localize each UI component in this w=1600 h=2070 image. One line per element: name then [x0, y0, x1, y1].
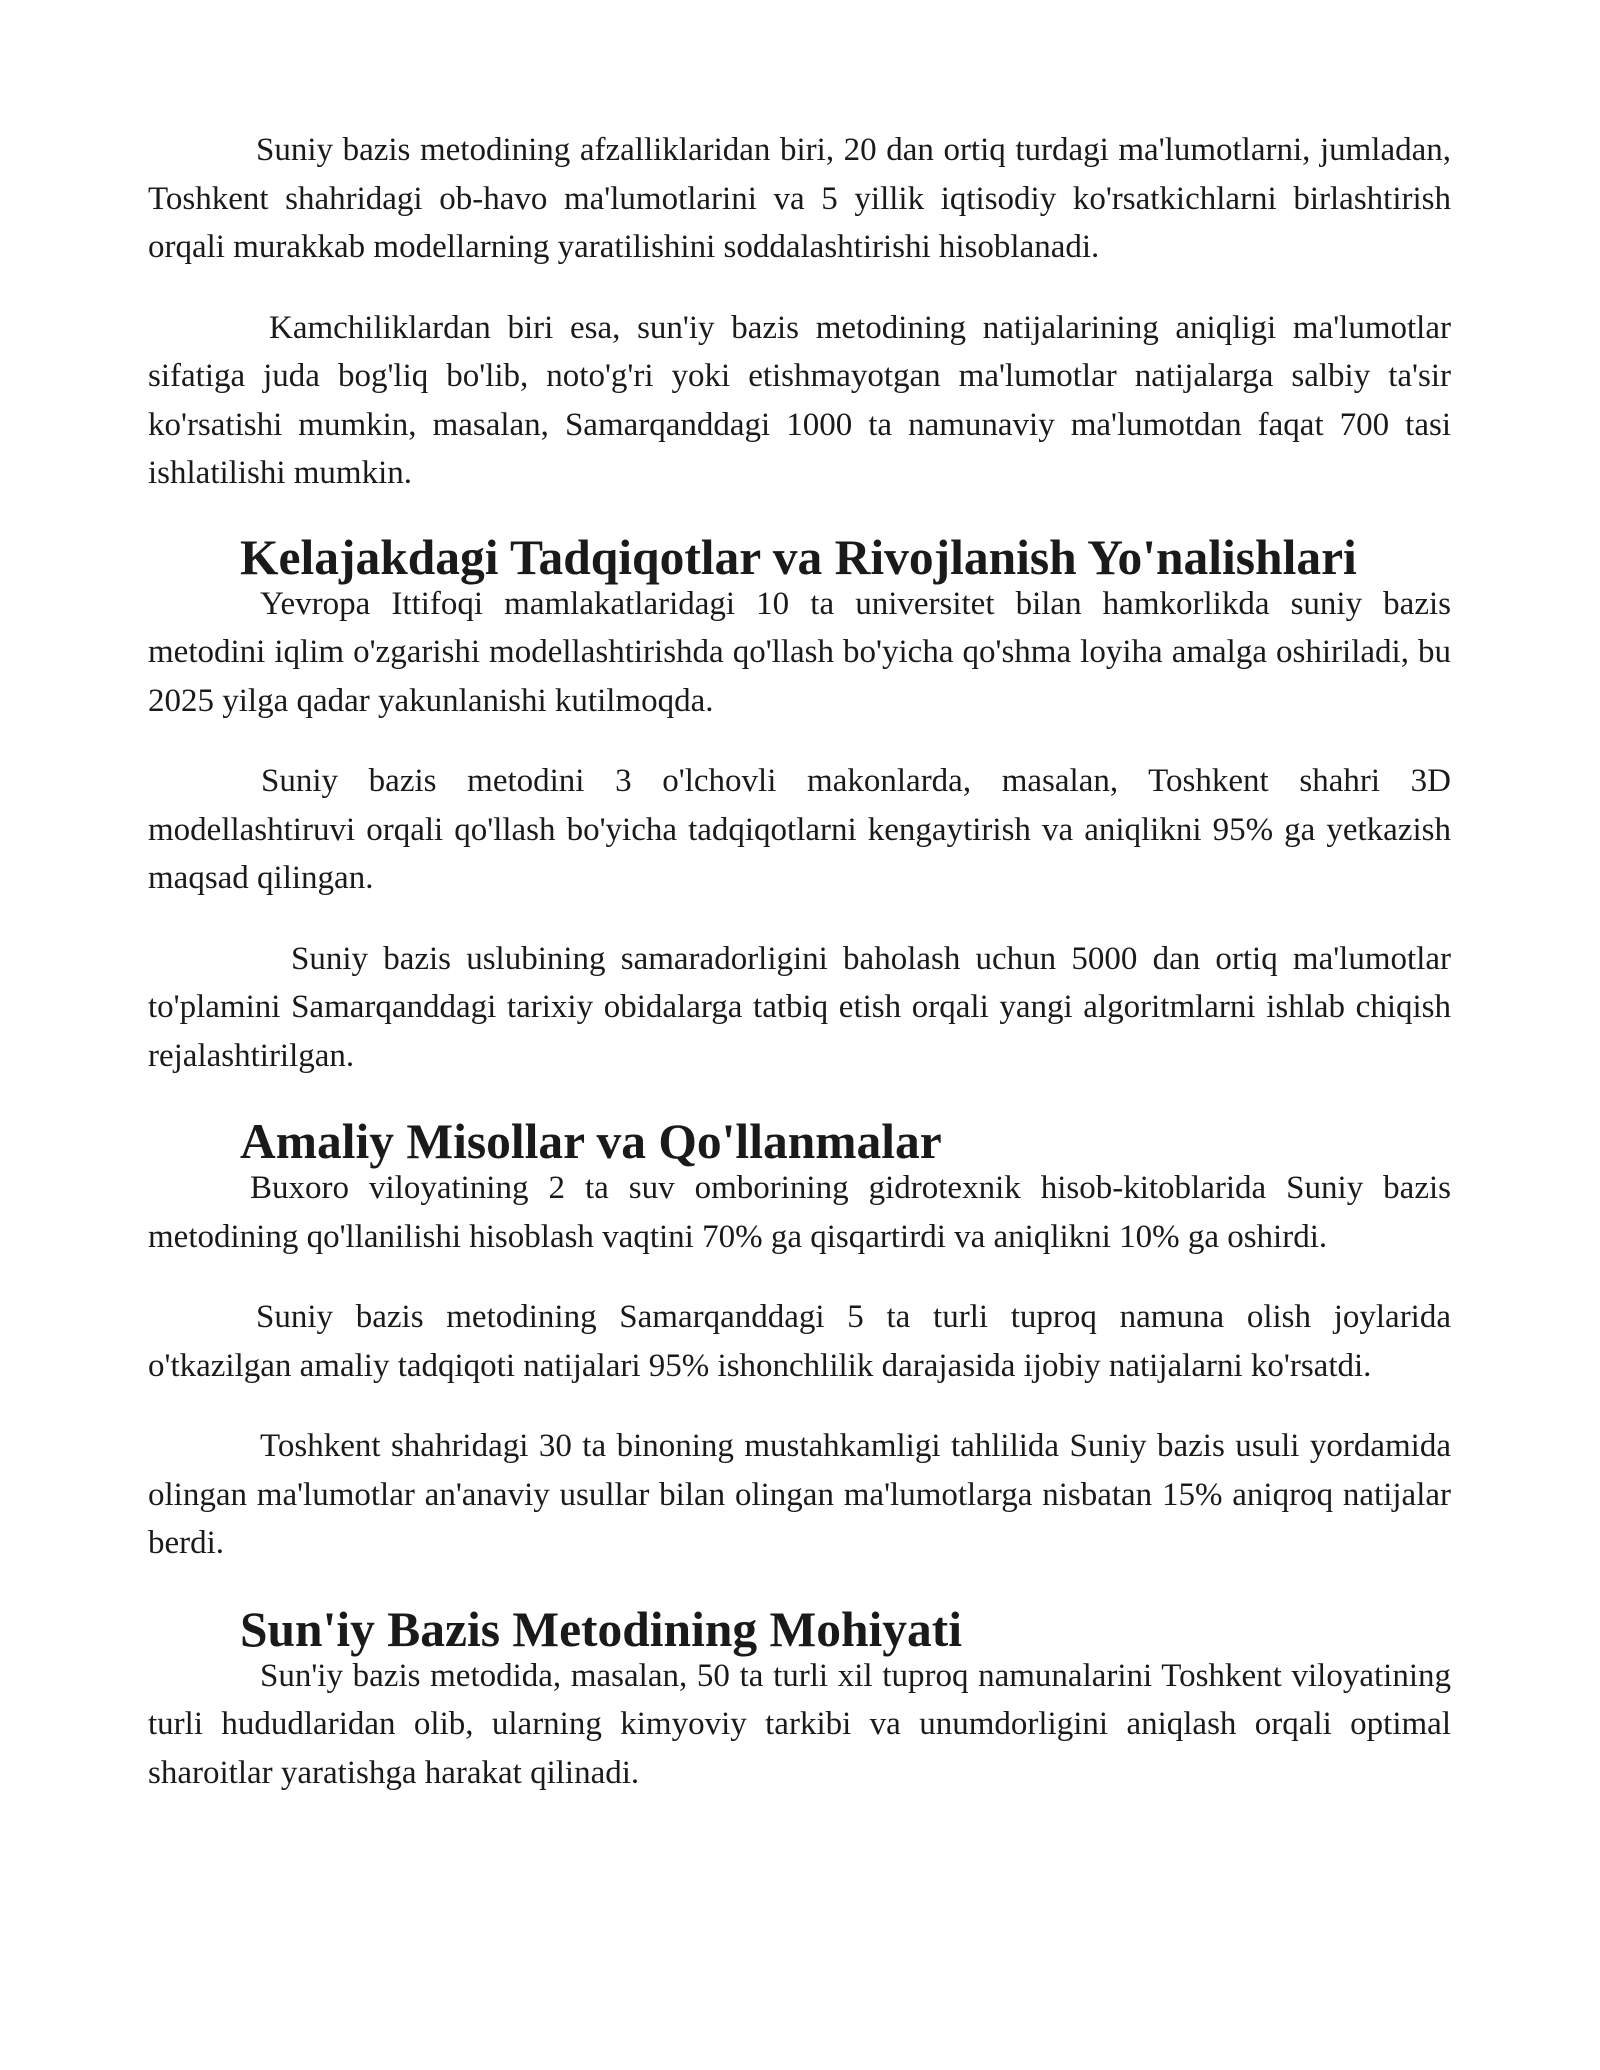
- section-heading-practical-examples: Amaliy Misollar va Qo'llanmalar: [240, 1114, 942, 1169]
- paragraph-disadvantages: Kamchiliklardan biri esa, sun'iy bazis metodining natijalarining aniqligi ma'lumotlar sifatiga juda bog'liq bo'lib, noto'g'ri yoki etishmayotgan ma'lumotlar natijalarga salbiy ta'sir ko'rsatishi mumkin, masalan, Samarqanddagi 1000 ta namunaviy ma'lumotdan faqat 700 tasi ishlatilishi mumkin.: [148, 309, 1451, 491]
- document-body: [148, 126, 1451, 1797]
- paragraph-bukhara-reservoirs: Buxoro viloyatining 2 ta suv omborining gidrotexnik hisob-kitoblarida Suniy bazis metodining qo'llanilishi hisoblash vaqtini 70% ga qisqartirdi va aniqlikni 10% ga oshirdi.: [148, 1170, 1451, 1255]
- section-heading-method-essence: Sun'iy Bazis Metodining Mohiyati: [240, 1601, 962, 1657]
- paragraph-advantages: Suniy bazis metodining afzalliklaridan biri, 20 dan ortiq turdagi ma'lumotlarni, jumladan, Toshkent shahridagi ob-havo ma'lumotlarini va 5 yillik iqtisodiy ko'rsatkichlarni birlashtirish orqali murakkab modellarning yaratilishini soddalashtirishi hisoblanadi.: [148, 132, 1451, 265]
- paragraph-soil-samples: Sun'iy bazis metodida, masalan, 50 ta turli xil tuproq namunalarini Toshkent viloyatining turli hududlaridan olib, ularning kimyoviy tarkibi va unumdorligini aniqlash orqali optimal sharoitlar yaratishga harakat qilinadi.: [148, 1657, 1451, 1791]
- paragraph-eu-project: Yevropa Ittifoqi mamlakatlaridagi 10 ta universitet bilan hamkorlikda suniy bazis metodini iqlim o'zgarishi modellashtirishda qo'llash bo'yicha qo'shma loyiha amalga oshiriladi, bu 2025 yilga qadar yakunlanishi kutilmoqda.: [148, 585, 1451, 719]
- section-heading-future-research: Kelajakdagi Tadqiqotlar va Rivojlanish Yo'nalishlari: [240, 529, 1357, 585]
- paragraph-3d-modeling: Suniy bazis metodini 3 o'lchovli makonlarda, masalan, Toshkent shahri 3D modellashtiruvi orqali qo'llash bo'yicha tadqiqotlarni kengaytirish va aniqlikni 95% ga yetkazish maqsad qilingan.: [148, 763, 1451, 896]
- paragraph-tashkent-buildings: Toshkent shahridagi 30 ta binoning mustahkamligi tahlilida Suniy bazis usuli yordamida olingan ma'lumotlar an'anaviy usullar bilan olingan ma'lumotlarga nisbatan 15% aniqroq natijalar berdi.: [148, 1428, 1451, 1561]
- paragraph-samarkand-soil: Suniy bazis metodining Samarqanddagi 5 ta turli tuproq namuna olish joylarida o'tkazilgan amaliy tadqiqoti natijalari 95% ishonchlilik darajasida ijobiy natijalarni ko'rsatdi.: [148, 1299, 1451, 1384]
- paragraph-efficiency-evaluation: Suniy bazis uslubining samaradorligini baholash uchun 5000 dan ortiq ma'lumotlar to'plamini Samarqanddagi tarixiy obidalarga tatbiq etish orqali yangi algoritmlarni ishlab chiqish rejalashtirilgan.: [148, 940, 1451, 1074]
